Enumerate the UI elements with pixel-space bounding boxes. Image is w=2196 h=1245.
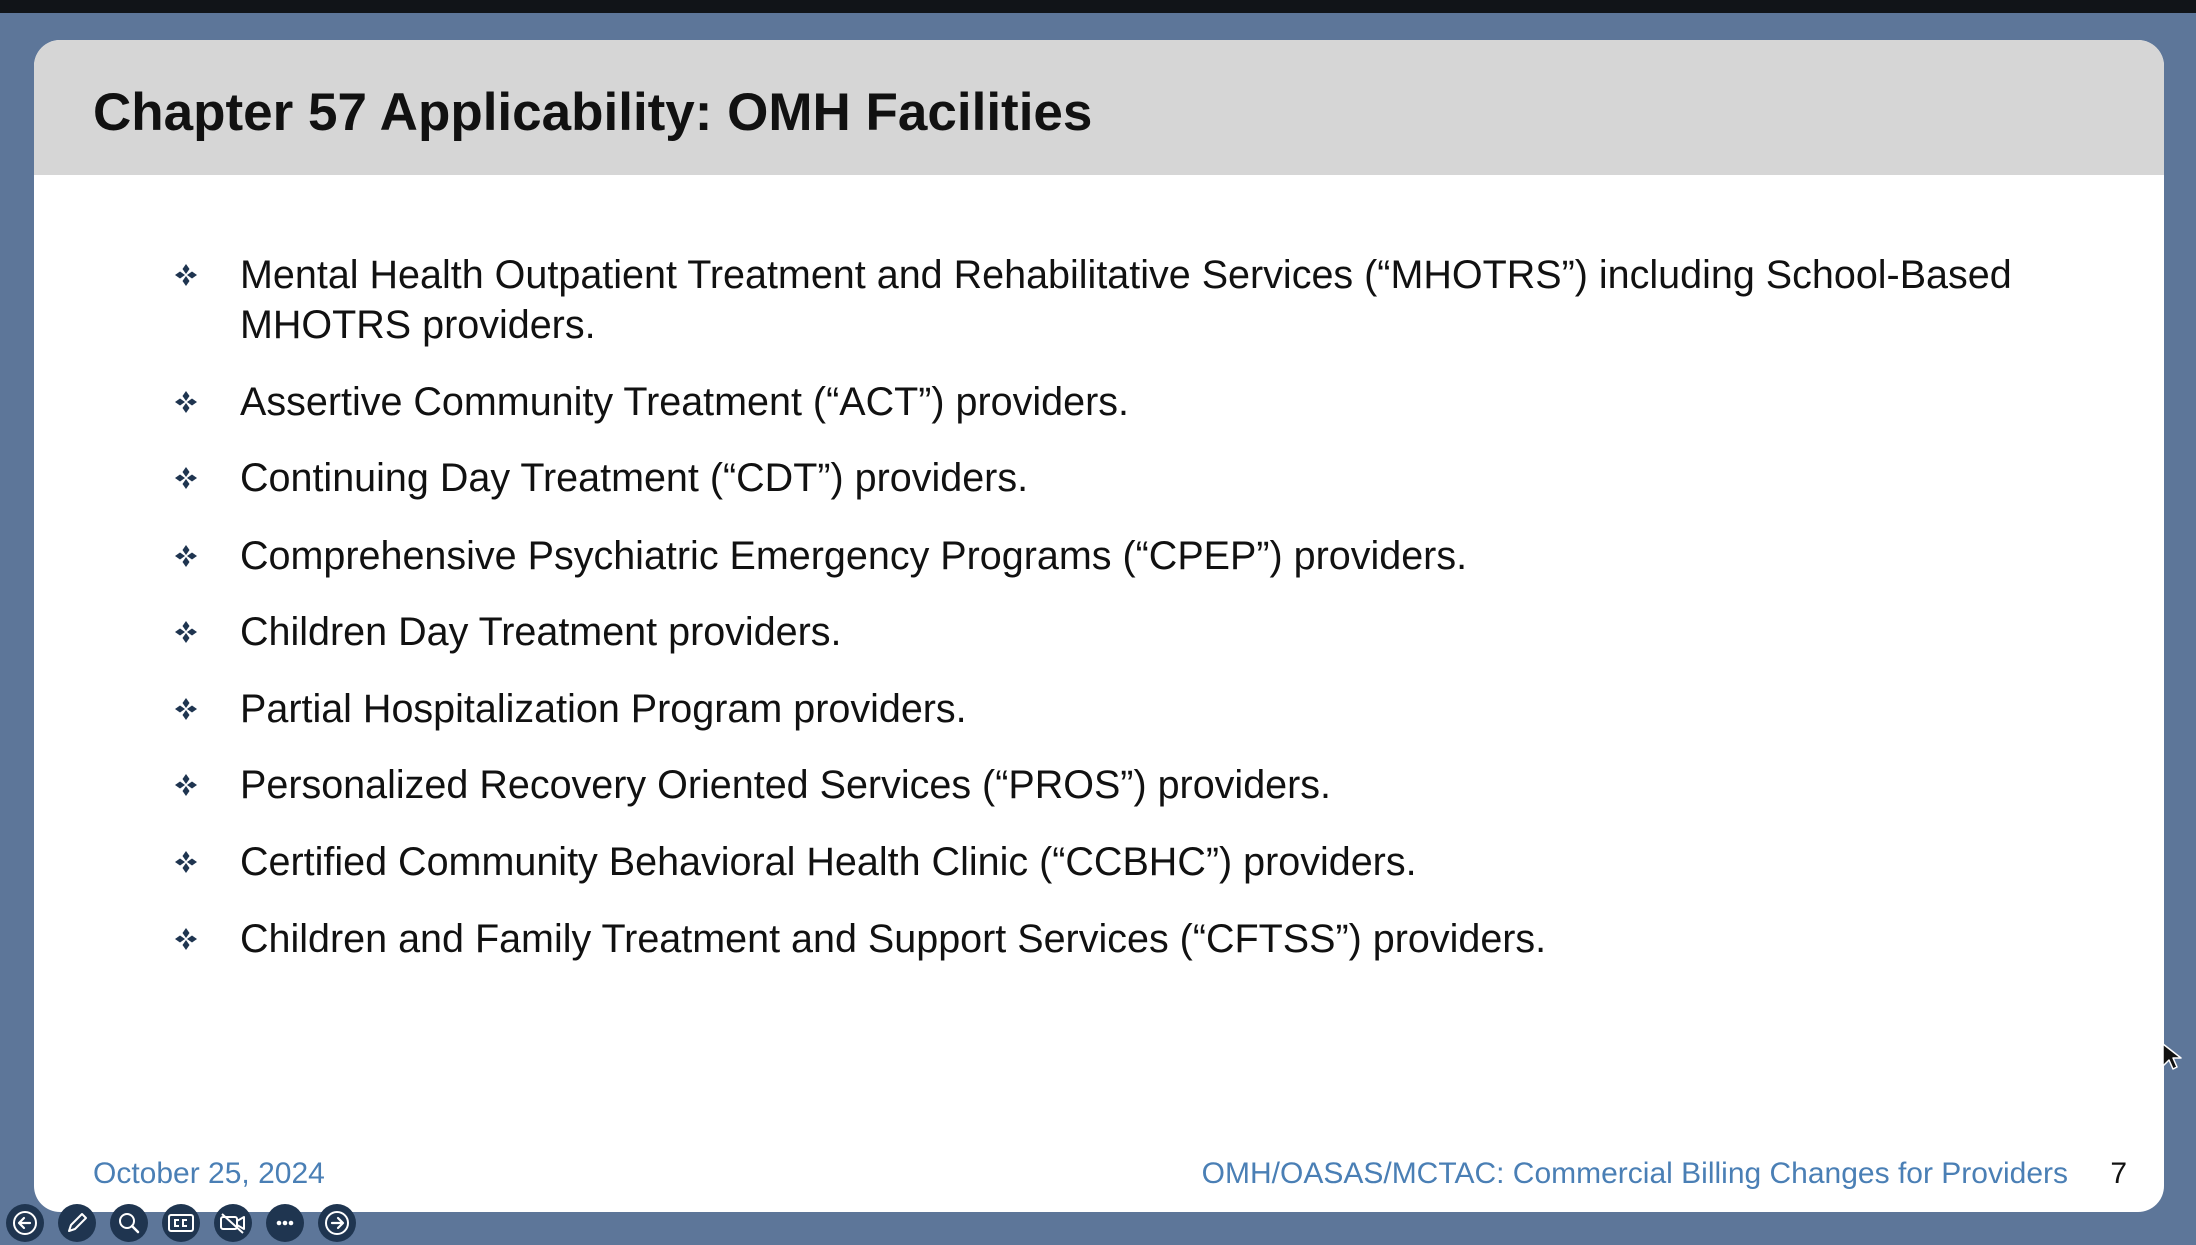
bullet-text: Partial Hospitalization Program providers. [240, 687, 967, 731]
bullet-text: Children and Family Treatment and Support Services (“CFTSS”) providers. [240, 917, 1547, 961]
mouse-pointer-icon [2161, 1042, 2183, 1072]
previous-slide-icon[interactable] [6, 1204, 44, 1242]
bullet-text: Mental Health Outpatient Treatment and Rehabilitative Services (“MHOTRS”) including School-Based MHOTRS providers. [240, 253, 2012, 347]
bullet-text: Comprehensive Psychiatric Emergency Programs (“CPEP”) providers. [240, 534, 1468, 578]
list-item [174, 684, 2060, 734]
diamond-bullet-icon [174, 837, 240, 874]
list-item [174, 607, 2060, 657]
bullet-text: Continuing Day Treatment (“CDT”) providers. [240, 456, 1029, 500]
footer-date: October 25, 2024 [93, 1157, 325, 1190]
next-slide-icon[interactable] [318, 1204, 356, 1242]
diamond-bullet-icon [174, 607, 240, 644]
diamond-bullet-icon [174, 760, 240, 797]
slide [34, 40, 2164, 1212]
diamond-bullet-icon [174, 453, 240, 490]
list-item [174, 914, 2060, 964]
list-item [174, 453, 2060, 503]
presentation-controls [6, 1204, 356, 1242]
list-item [174, 837, 2060, 887]
list-item [174, 531, 2060, 581]
footer-title: OMH/OASAS/MCTAC: Commercial Billing Changes for Providers [1201, 1157, 2068, 1190]
page-number: 7 [2110, 1157, 2127, 1190]
list-item [174, 377, 2060, 427]
diamond-bullet-icon [174, 250, 240, 287]
diamond-bullet-icon [174, 914, 240, 951]
bullet-text: Children Day Treatment providers. [240, 610, 842, 654]
bullet-text: Assertive Community Treatment (“ACT”) providers. [240, 380, 1129, 424]
list-item [174, 250, 2060, 350]
bullet-text: Certified Community Behavioral Health Clinic (“CCBHC”) providers. [240, 840, 1417, 884]
pen-icon[interactable] [58, 1204, 96, 1242]
bullet-text: Personalized Recovery Oriented Services (“PROS”) providers. [240, 763, 1332, 807]
slide-header [34, 40, 2164, 175]
diamond-bullet-icon [174, 377, 240, 414]
slide-title: Chapter 57 Applicability: OMH Facilities [93, 83, 1093, 142]
more-options-icon[interactable] [266, 1204, 304, 1242]
diamond-bullet-icon [174, 531, 240, 568]
window-top-bar [0, 0, 2196, 13]
captions-icon[interactable] [162, 1204, 200, 1242]
list-item [174, 760, 2060, 810]
camera-off-icon[interactable] [214, 1204, 252, 1242]
diamond-bullet-icon [174, 684, 240, 721]
zoom-icon[interactable] [110, 1204, 148, 1242]
